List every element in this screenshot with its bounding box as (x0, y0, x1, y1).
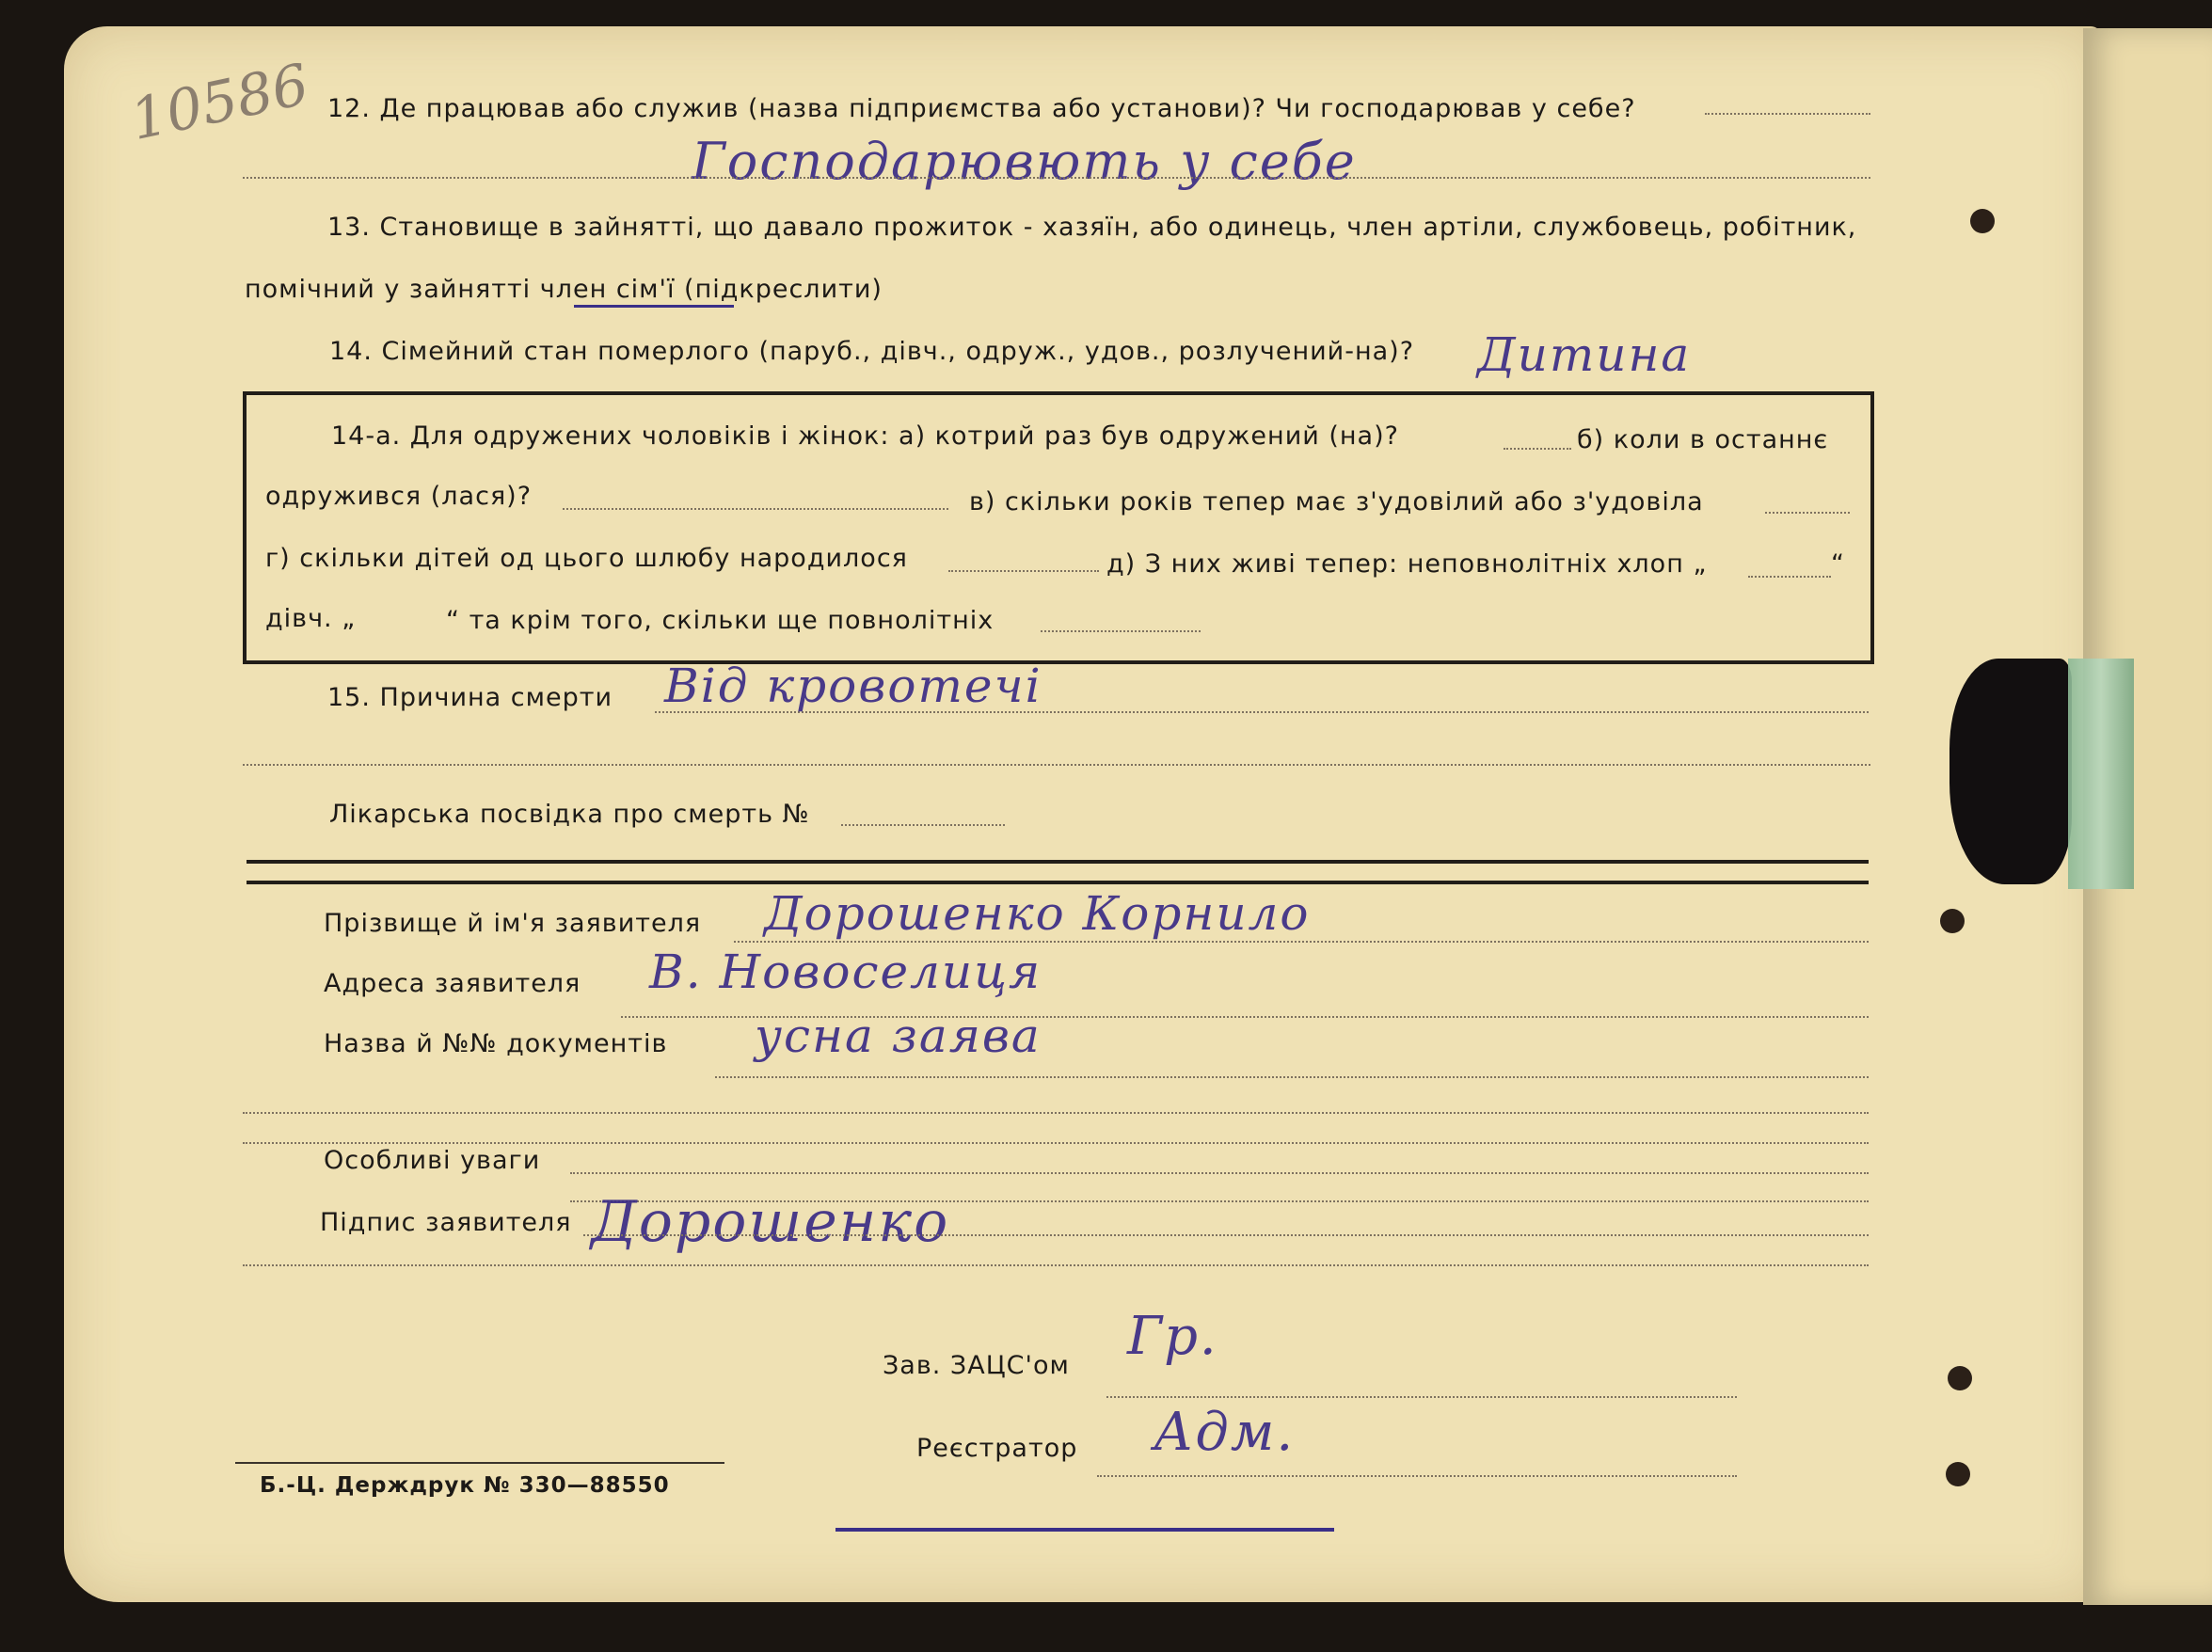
q12-answer: Господарювють у себе (692, 132, 1357, 191)
section-divider (247, 860, 1869, 864)
q15-answer: Від кровотечі (664, 659, 1042, 713)
q14a-line3b: д) З них живі тепер: неповнолітніх хлоп „ (1106, 549, 1708, 579)
applicant-address-value: В. Новоселиця (649, 945, 1042, 999)
q14a-dots-c (1765, 512, 1850, 514)
torn-hole (1949, 659, 2072, 884)
q15-label: 15. Причина смерти (327, 683, 613, 712)
applicant-docs-line2 (243, 1112, 1869, 1114)
notes-label: Особливі уваги (324, 1146, 541, 1175)
q14a-line4a: дівч. „ (265, 604, 357, 633)
q14-label: 14. Сімейний стан померлого (паруб., дівч., одруж., удов., розлучений-на)? (329, 337, 1415, 366)
binding-hole (1940, 909, 1965, 933)
q13-line2: помічний у зайнятті член сім'ї (підкреслити) (245, 275, 883, 304)
printer-imprint: Б.-Ц. Держдрук № 330—88550 (260, 1473, 670, 1498)
signature-dots (583, 1234, 1869, 1236)
registrar-label: Реєстратор (916, 1434, 1078, 1463)
notes-dots (570, 1172, 1869, 1174)
applicant-docs-dots (715, 1076, 1869, 1078)
applicant-docs-line3 (243, 1142, 1869, 1144)
medical-label: Лікарська посвідка про смерть № (329, 800, 810, 829)
binding-hole (1948, 1366, 1972, 1390)
underline-mark (574, 305, 734, 308)
binding-tape (2068, 659, 2134, 889)
q13-line1: 13. Становище в зайнятті, що давало прожиток - хазяїн, або одинець, член артіли, службовець, робітник, (327, 213, 1857, 242)
q12-line (243, 177, 1870, 179)
q14a-line2a: одружився (лася)? (265, 482, 533, 511)
q14a-line3c: “ (1831, 549, 1845, 579)
q14a-dots-f (1041, 630, 1201, 632)
q14a-dots-a (1504, 448, 1571, 450)
applicant-name-label: Прізвище й ім'я заявителя (324, 909, 702, 938)
q14a-line1b: б) коли в останнє (1577, 425, 1829, 454)
binding-hole (1970, 209, 1995, 233)
q14a-line2b: в) скільки років тепер має з'удовілий або з'удовіла (969, 487, 1704, 516)
section-divider (247, 881, 1869, 884)
signature-line2 (243, 1264, 1869, 1266)
q15-line2 (243, 764, 1870, 766)
applicant-name-dots (734, 941, 1869, 943)
registrar-flourish (835, 1528, 1334, 1532)
q14a-line4b: “ та крім того, скільки ще повнолітніх (446, 606, 995, 635)
q12-dots (1705, 113, 1870, 115)
q14-answer: Дитина (1477, 327, 1692, 382)
signature-label: Підпис заявителя (320, 1208, 572, 1237)
head-signature: Гр. (1127, 1306, 1218, 1367)
q12-label: 12. Де працював або служив (назва підприємства або установи)? Чи господарював у себе? (327, 94, 1636, 123)
q14a-dots-b (563, 508, 948, 510)
applicant-docs-value: усна заява (755, 1009, 1042, 1063)
q14a-dots-d (948, 570, 1099, 572)
registrar-signature: Адм. (1154, 1402, 1296, 1463)
q14a-line1: 14-а. Для одружених чоловіків і жінок: а) котрий раз був одружений (на)? (331, 421, 1399, 451)
applicant-address-label: Адреса заявителя (324, 969, 581, 998)
head-label: Зав. ЗАЦС'ом (883, 1351, 1070, 1380)
head-dots (1106, 1396, 1737, 1398)
applicant-signature: Дорошенко (591, 1189, 950, 1255)
footer-rule (235, 1462, 724, 1464)
archive-number: 10586 (124, 51, 315, 154)
binding-hole (1946, 1462, 1970, 1486)
medical-dots (841, 824, 1005, 826)
applicant-name-value: Дорошенко Корнило (764, 886, 1311, 941)
q14a-dots-e (1748, 576, 1831, 578)
registrar-dots (1097, 1475, 1737, 1477)
applicant-docs-label: Назва й №№ документів (324, 1029, 668, 1058)
q14a-line3a: г) скільки дітей од цього шлюбу народилося (265, 544, 908, 573)
